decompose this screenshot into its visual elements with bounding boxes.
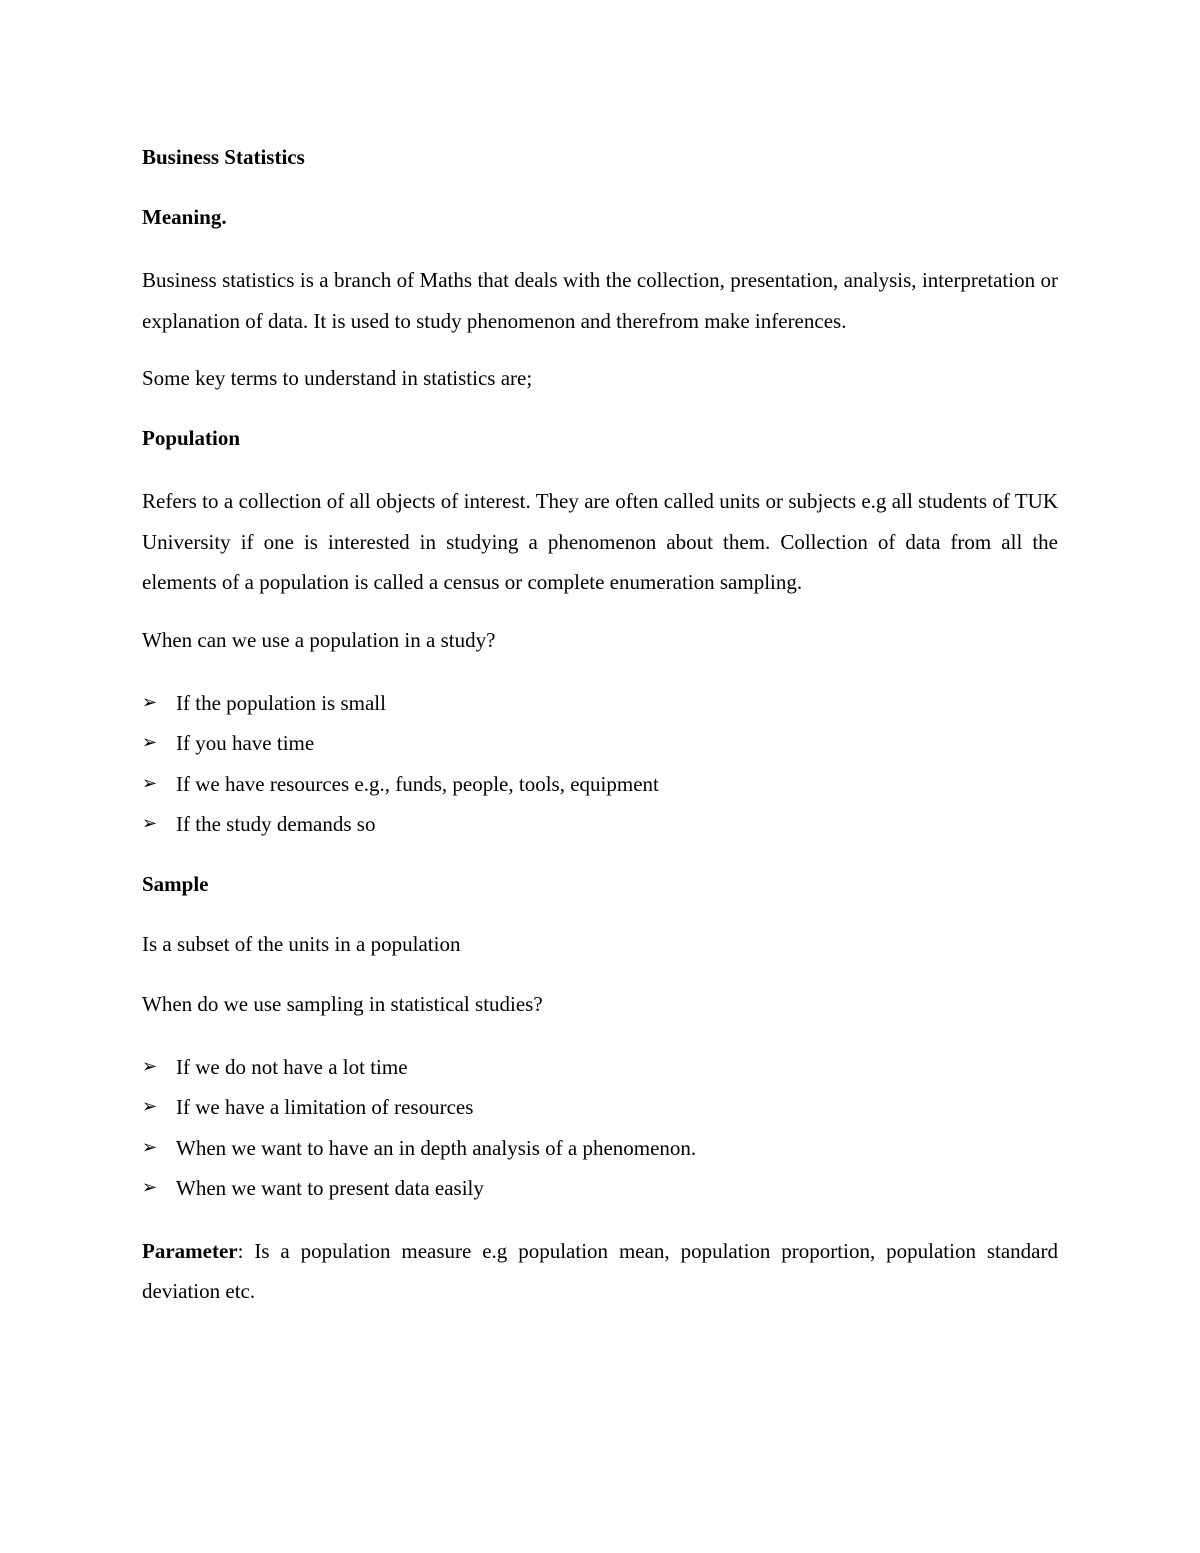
arrow-bullet-icon: ➢ (142, 1055, 158, 1077)
list-item (142, 764, 1058, 805)
document-page (142, 140, 1058, 1332)
arrow-bullet-icon: ➢ (142, 1096, 158, 1117)
arrow-bullet-icon: ➢ (142, 732, 158, 753)
list-item-text: When we want to present data easily (176, 1176, 484, 1200)
parameter-paragraph (142, 1231, 1058, 1312)
population-question: When can we use a population in a study? (142, 627, 496, 652)
list-item-text: If the study demands so (176, 812, 376, 836)
sample-bullet-list (142, 1047, 1058, 1209)
arrow-bullet-icon: ➢ (142, 772, 158, 794)
parameter-term: Parameter (142, 1238, 238, 1263)
list-item-text: If the population is small (176, 690, 386, 715)
key-terms-intro: Some key terms to understand in statistics are; (142, 366, 533, 390)
sample-heading: Sample (142, 871, 209, 896)
list-item-text: When we want to have an in depth analysis of a phenomenon. (176, 1135, 697, 1160)
list-item-text: If you have time (176, 731, 315, 755)
list-item (142, 1047, 1058, 1088)
population-bullet-list (142, 683, 1058, 845)
list-item-text: If we do not have a lot time (176, 1054, 408, 1079)
list-item (142, 1128, 1058, 1169)
list-item (142, 1168, 1058, 1209)
document-title: Business Statistics (142, 145, 305, 169)
arrow-bullet-icon: ➢ (142, 1177, 158, 1198)
arrow-bullet-icon: ➢ (142, 1136, 158, 1158)
sample-definition: Is a subset of the units in a population (142, 931, 461, 956)
list-item (142, 804, 1058, 845)
list-item (142, 683, 1058, 724)
list-item-text: If we have resources e.g., funds, people, tools, equipment (176, 771, 659, 796)
arrow-bullet-icon: ➢ (142, 691, 158, 713)
sample-question: When do we use sampling in statistical studies? (142, 991, 543, 1016)
meaning-paragraph: Business statistics is a branch of Maths that deals with the collection, presentation, analysis, interpretation or explanation of data. It is used to study phenomenon and therefrom make inferences. (142, 268, 1058, 333)
parameter-definition: : Is a population measure e.g population mean, population proportion, population standard deviation etc. (142, 1238, 1058, 1303)
population-paragraph: Refers to a collection of all objects of interest. They are often called units or subjects e.g all students of TUK University if one is interested in studying a phenomenon about them. Collection of data from all the elements of a population is called a census or complete enumeration sampling. (142, 489, 1058, 594)
list-item (142, 1087, 1058, 1128)
list-item (142, 723, 1058, 764)
arrow-bullet-icon: ➢ (142, 813, 158, 834)
list-item-text: If we have a limitation of resources (176, 1095, 474, 1119)
meaning-heading: Meaning. (142, 205, 227, 229)
population-heading: Population (142, 426, 241, 450)
